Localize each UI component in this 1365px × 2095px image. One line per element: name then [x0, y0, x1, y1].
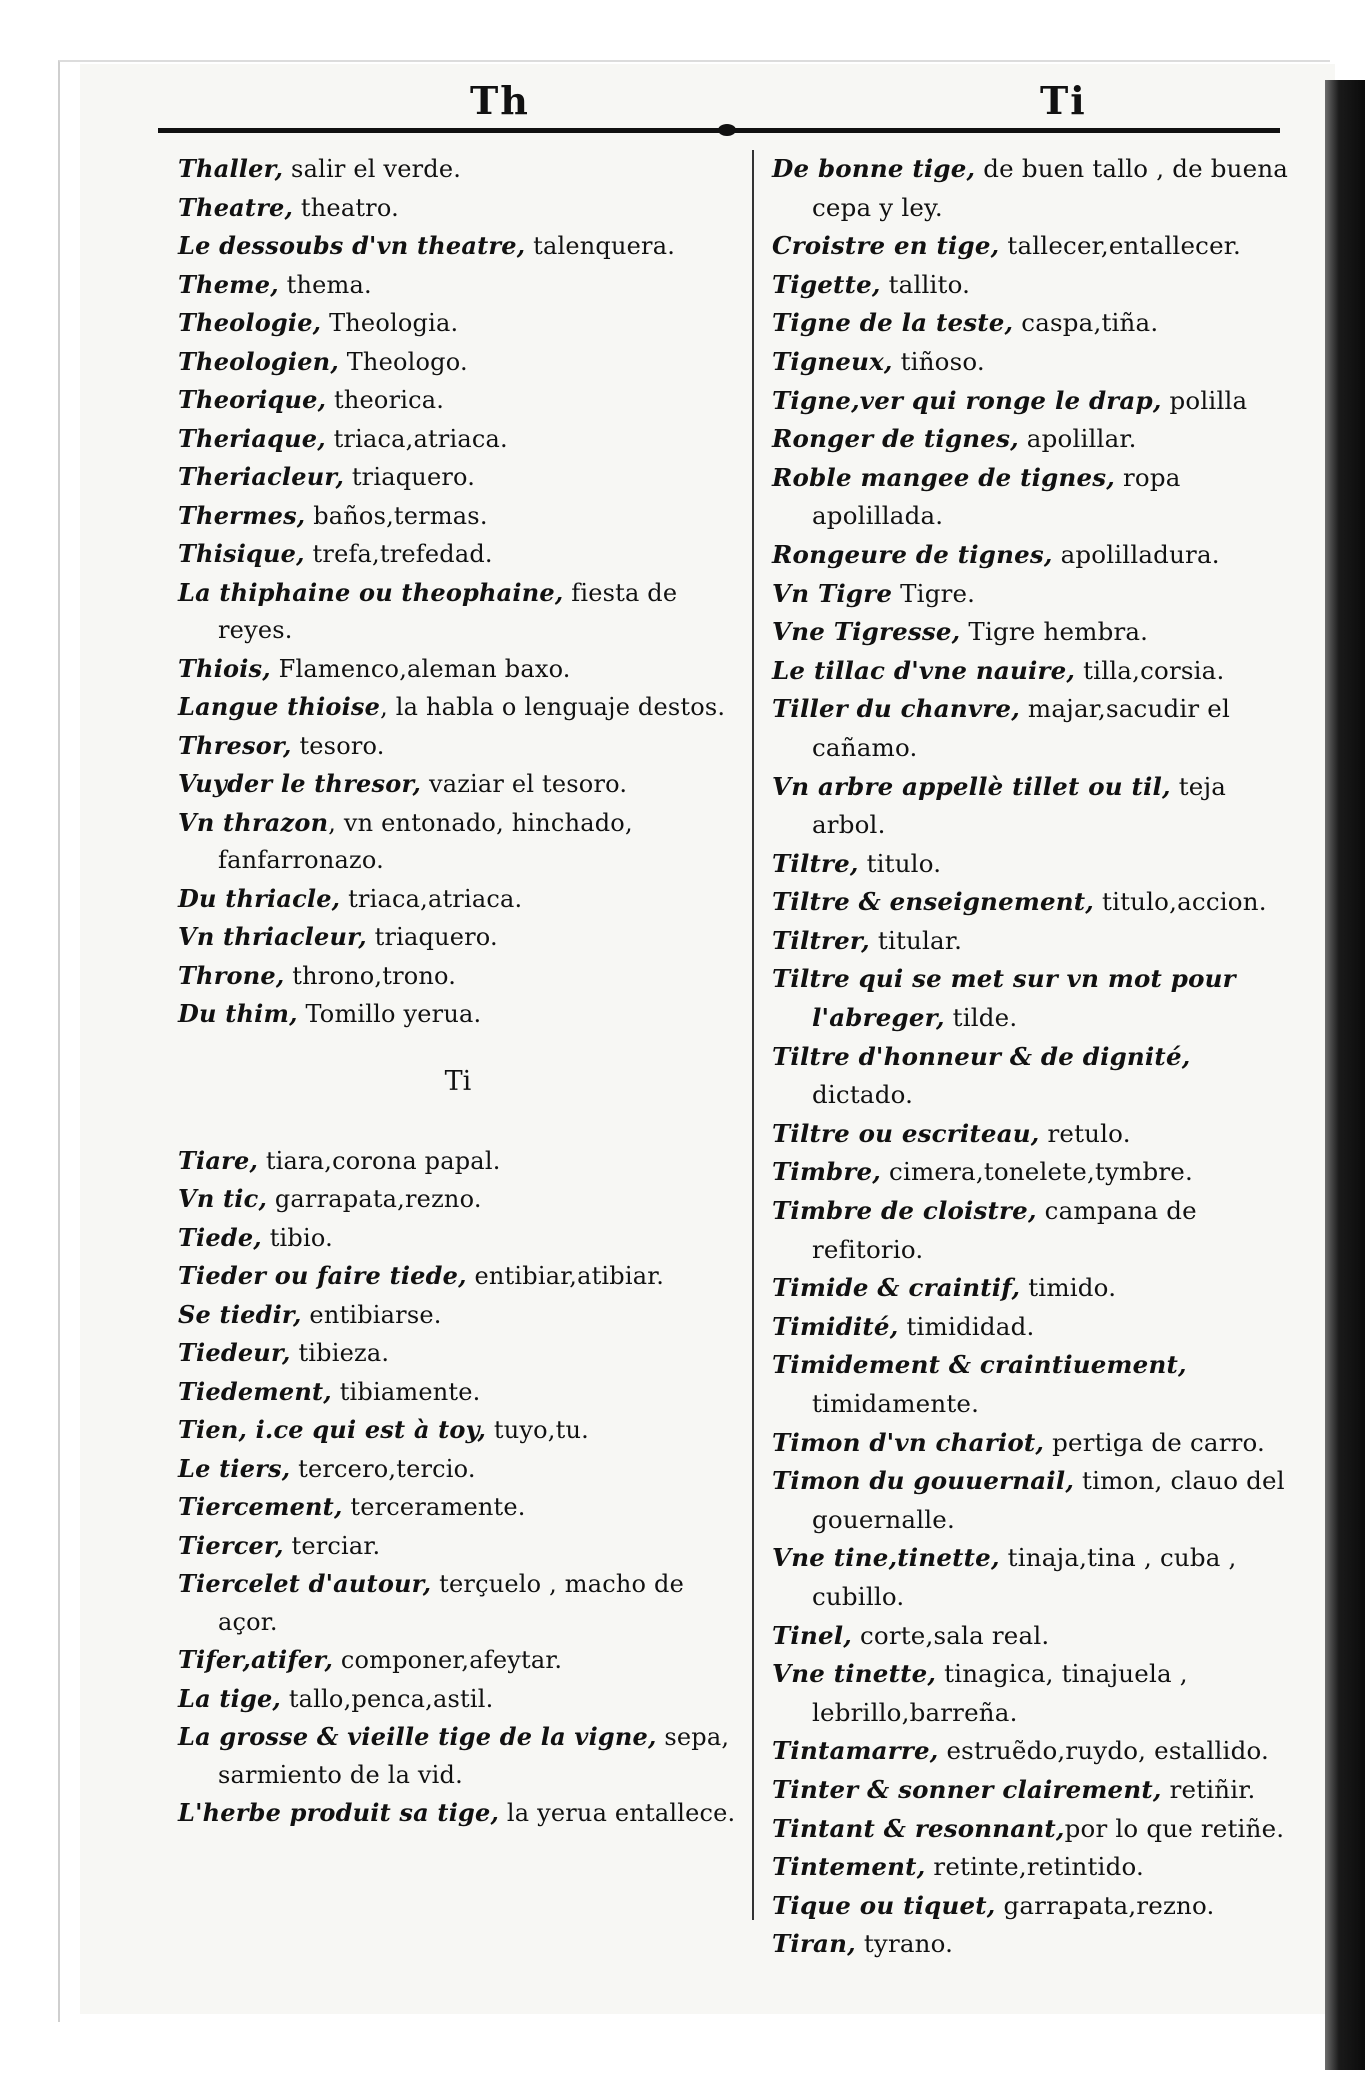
- dictionary-entry: [178, 266, 738, 305]
- entry-translation: triaquero.: [366, 923, 498, 951]
- column-divider: [752, 150, 754, 1920]
- entry-translation: theorica.: [326, 386, 445, 414]
- entry-headword: Thermes,: [178, 500, 306, 530]
- dictionary-entry: [178, 1794, 738, 1833]
- entry-headword: De bonne tige,: [772, 154, 976, 183]
- entry-translation: , vn entonado, hinchado, fanfarronazo.: [218, 808, 633, 874]
- entry-headword: Theriacleur,: [178, 462, 344, 491]
- entry-translation: Tigre.: [892, 578, 976, 608]
- entry-translation: tinagica, tinajuela , lebrillo,barreña.: [812, 1659, 1188, 1727]
- entry-translation: tercero,tercio.: [290, 1454, 476, 1483]
- entry-headword: La grosse & vieille tige de la vigne,: [178, 1722, 657, 1751]
- running-head-right: Ti: [1040, 78, 1087, 123]
- dictionary-entry: [178, 727, 738, 766]
- entry-translation: baños,termas.: [305, 501, 488, 530]
- dictionary-entry: [178, 1641, 738, 1680]
- entry-translation: teja arbol.: [812, 771, 1227, 840]
- entry-translation: tibieza.: [290, 1339, 390, 1367]
- dictionary-entry: [772, 922, 1292, 961]
- dictionary-entry: [178, 650, 738, 689]
- entry-headword: Tique ou tiquet,: [772, 1890, 996, 1920]
- entry-headword: Tiede,: [178, 1222, 262, 1252]
- dictionary-entry: [772, 382, 1292, 421]
- header-rule: [158, 128, 1280, 133]
- entry-headword: Tintamarre,: [772, 1736, 939, 1766]
- entry-headword: Vn tic,: [178, 1184, 267, 1213]
- dictionary-entry: [178, 1219, 738, 1258]
- entry-translation: caspa,tiña.: [1013, 308, 1159, 338]
- entry-headword: Theatre,: [178, 192, 294, 222]
- entry-headword: Tiltrer,: [772, 925, 870, 955]
- entry-headword: Timidité,: [772, 1311, 899, 1341]
- entry-translation: dictado.: [812, 1080, 914, 1110]
- dictionary-entry: [772, 1848, 1292, 1887]
- dictionary-entry: [772, 845, 1292, 884]
- dictionary-entry: [178, 1488, 738, 1527]
- entry-headword: Tiercement,: [178, 1492, 343, 1521]
- entry-translation: campana de refitorio.: [812, 1196, 1197, 1264]
- entry-headword: Tiedeur,: [178, 1338, 291, 1367]
- entry-headword: Tiedement,: [178, 1376, 332, 1406]
- entry-translation: terciar.: [283, 1531, 381, 1560]
- entry-headword: Tien, i.ce qui est à toy,: [178, 1415, 487, 1444]
- entry-translation: titulo.: [858, 848, 942, 878]
- entry-headword: Throne,: [178, 960, 285, 990]
- entry-headword: Ronger de tignes,: [772, 424, 1019, 454]
- entry-headword: Tinter & sonner clairement,: [772, 1774, 1162, 1804]
- entry-headword: Le tillac d'vne nauire,: [772, 655, 1076, 685]
- left-column: [178, 150, 738, 1833]
- dictionary-entry: [178, 343, 738, 382]
- entry-translation: entibiar,atibiar.: [466, 1262, 665, 1290]
- entry-translation: Tigre hembra.: [960, 617, 1149, 647]
- entry-translation: tibio.: [261, 1223, 333, 1252]
- dictionary-entry: [772, 266, 1292, 305]
- dictionary-entry: [772, 227, 1292, 266]
- entry-headword: Vne tine,tinette,: [772, 1543, 1000, 1573]
- entry-headword: Theriaque,: [178, 423, 326, 453]
- dictionary-entry: [772, 652, 1292, 691]
- book-spine-shadow: [1325, 80, 1365, 2070]
- dictionary-entry: [178, 535, 738, 574]
- entry-translation: vaziar el tesoro.: [421, 770, 628, 798]
- entry-headword: Vne Tigresse,: [772, 617, 961, 647]
- dictionary-entry: [178, 1565, 738, 1641]
- entry-translation: Tomillo yerua.: [297, 1000, 482, 1028]
- entry-headword: La thiphaine ou theophaine,: [178, 577, 564, 607]
- entry-translation: tallecer,entallecer.: [999, 231, 1241, 261]
- entry-translation: pertiga de carro.: [1044, 1427, 1266, 1457]
- entry-translation: apolilladura.: [1052, 539, 1220, 569]
- entry-translation: tallo,penca,astil.: [281, 1684, 494, 1713]
- entry-translation: la yerua entallece.: [499, 1799, 736, 1827]
- entry-headword: Tiltre,: [772, 848, 859, 878]
- entry-translation: tinaja,tina , cuba , cubillo.: [812, 1543, 1237, 1611]
- entry-headword: Tifer,atifer,: [178, 1645, 334, 1674]
- entry-headword: Timide & craintif,: [772, 1273, 1021, 1303]
- dictionary-entry: [772, 1617, 1292, 1656]
- entry-translation: por lo que retiñe.: [1064, 1813, 1285, 1843]
- dictionary-entry: [772, 690, 1292, 767]
- dictionary-entry: [772, 459, 1292, 536]
- entry-headword: Du thim,: [178, 999, 298, 1028]
- entry-translation: majar,sacudir el cañamo.: [812, 694, 1231, 762]
- dictionary-entry: [178, 150, 738, 189]
- entry-translation: trefa,trefedad.: [304, 540, 493, 568]
- entry-translation: Theologia.: [321, 309, 459, 337]
- entry-translation: terceramente.: [342, 1493, 526, 1521]
- entry-headword: Tiltre qui se met sur vn mot pour l'abreger,: [772, 964, 1236, 1033]
- dictionary-entry: [178, 1257, 738, 1296]
- entry-translation: ropa apolillada.: [812, 462, 1181, 531]
- dictionary-entry: [772, 1269, 1292, 1308]
- entry-translation: Flamenco,aleman baxo.: [270, 654, 571, 683]
- entry-translation: retiñir.: [1161, 1774, 1256, 1804]
- entry-headword: Timbre de cloistre,: [772, 1196, 1037, 1226]
- dictionary-entry: [772, 150, 1292, 227]
- dictionary-entry: [178, 1296, 738, 1335]
- entry-headword: Rongeure de tignes,: [772, 539, 1053, 569]
- entry-headword: Tintement,: [772, 1852, 926, 1882]
- dictionary-entry: [772, 420, 1292, 459]
- dictionary-entry: [772, 1810, 1292, 1849]
- entry-headword: Croistre en tige,: [772, 231, 1000, 261]
- entry-translation: componer,afeytar.: [333, 1646, 563, 1674]
- entry-translation: , la habla o lenguaje destos.: [380, 693, 726, 721]
- entry-headword: Tiercer,: [178, 1530, 284, 1560]
- entry-translation: corte,sala real.: [851, 1620, 1050, 1650]
- dictionary-entry: [772, 575, 1292, 614]
- entry-translation: garrapata,rezno.: [267, 1185, 482, 1213]
- entry-headword: Tigette,: [772, 269, 881, 299]
- entry-translation: tibiamente.: [331, 1377, 481, 1406]
- entry-headword: Tintant & resonnant,: [772, 1813, 1065, 1843]
- dictionary-entry: [178, 1142, 738, 1181]
- entry-translation: tiara,corona papal.: [258, 1146, 501, 1175]
- entry-translation: terçuelo , macho de açor.: [218, 1570, 684, 1636]
- entry-translation: tesoro.: [291, 731, 385, 760]
- entry-headword: L'herbe produit sa tige,: [178, 1798, 500, 1827]
- dictionary-entry: [178, 918, 738, 957]
- entry-translation: timon, clauo del gouernalle.: [812, 1466, 1285, 1534]
- entry-headword: Tigne,ver qui ronge le drap,: [772, 385, 1162, 415]
- entry-translation: timido.: [1020, 1273, 1117, 1303]
- entry-translation: polilla: [1161, 385, 1248, 415]
- dictionary-entry: [178, 1680, 738, 1719]
- entry-translation: Theologo.: [338, 347, 468, 376]
- entry-headword: Tieder ou faire tiede,: [178, 1261, 467, 1290]
- entry-headword: Langue thioise: [178, 692, 381, 721]
- dictionary-entry: [772, 613, 1292, 652]
- ti-entries: [178, 1142, 738, 1833]
- dictionary-entry: [178, 1527, 738, 1566]
- entry-headword: Vn thriacleur,: [178, 922, 367, 951]
- entry-headword: Tiercelet d'autour,: [178, 1569, 432, 1598]
- dictionary-entry: [178, 574, 738, 650]
- entry-headword: Thaller,: [178, 154, 284, 183]
- dictionary-entry: [772, 1346, 1292, 1423]
- entry-translation: talenquera.: [525, 232, 676, 260]
- dictionary-entry: [178, 381, 738, 420]
- dictionary-entry: [178, 1373, 738, 1412]
- entry-translation: tuyo,tu.: [486, 1416, 589, 1444]
- dictionary-entry: [178, 880, 738, 919]
- entry-headword: Vn arbre appellè tillet ou til,: [772, 771, 1171, 801]
- entry-translation: tallito.: [880, 269, 971, 299]
- entry-headword: Tigne de la teste,: [772, 308, 1014, 338]
- entry-headword: Le tiers,: [178, 1453, 291, 1483]
- dictionary-entry: [772, 1539, 1292, 1616]
- entry-translation: entibiarse.: [301, 1300, 442, 1329]
- entry-translation: thema.: [278, 270, 372, 299]
- dictionary-entry: [178, 688, 738, 727]
- dictionary-entry: [772, 1732, 1292, 1771]
- entry-headword: Roble mangee de tignes,: [772, 462, 1116, 492]
- entry-translation: estruẽdo,ruydo, estallido.: [938, 1736, 1269, 1766]
- dictionary-entry: [772, 343, 1292, 382]
- entry-headword: Du thriacle,: [178, 883, 341, 913]
- dictionary-entry: [772, 304, 1292, 343]
- entry-translation: apolillar.: [1018, 424, 1137, 454]
- entry-translation: retinte,retintido.: [925, 1852, 1144, 1882]
- entry-headword: La tige,: [178, 1683, 281, 1713]
- entry-translation: tilla,corsia.: [1075, 655, 1225, 685]
- dictionary-entry: [178, 957, 738, 996]
- right-entries: [772, 150, 1292, 1964]
- entry-translation: timididad.: [898, 1311, 1035, 1341]
- entry-headword: Timbre,: [772, 1157, 882, 1187]
- dictionary-entry: [772, 1887, 1292, 1926]
- dictionary-entry: [772, 960, 1292, 1037]
- entry-translation: tiñoso.: [892, 346, 985, 376]
- entry-headword: Thiois,: [178, 653, 271, 683]
- entry-translation: triaca,atriaca.: [325, 424, 508, 453]
- running-head-left: Th: [470, 78, 530, 123]
- dictionary-entry: [772, 883, 1292, 922]
- dictionary-entry: [772, 1424, 1292, 1463]
- entry-headword: Tigneux,: [772, 346, 893, 376]
- dictionary-entry: [772, 1655, 1292, 1732]
- entry-headword: Theorique,: [178, 385, 327, 414]
- dictionary-entry: [178, 804, 738, 880]
- dictionary-entry: [772, 1038, 1292, 1115]
- entry-headword: Timon du gouuernail,: [772, 1466, 1075, 1496]
- entry-translation: tilde.: [944, 1003, 1018, 1033]
- entry-headword: Vn thrazon: [178, 807, 329, 837]
- entry-headword: Vuyder le thresor,: [178, 769, 422, 798]
- dictionary-entry: [178, 995, 738, 1034]
- entry-translation: garrapata,rezno.: [995, 1890, 1215, 1920]
- entry-translation: fiesta de reyes.: [218, 578, 678, 644]
- dictionary-entry: [772, 536, 1292, 575]
- right-column: [772, 150, 1292, 1964]
- th-entries: [178, 150, 738, 1034]
- section-heading-ti: Ti: [444, 1065, 472, 1097]
- entry-headword: Vn Tigre: [772, 578, 893, 608]
- entry-translation: tyrano.: [855, 1929, 954, 1959]
- entry-headword: Tinel,: [772, 1620, 852, 1650]
- entry-headword: Se tiedir,: [178, 1299, 302, 1329]
- entry-headword: Tiltre ou escriteau,: [772, 1118, 1040, 1148]
- dictionary-entry: [178, 1411, 738, 1450]
- entry-translation: triaquero.: [344, 463, 476, 491]
- entry-translation: retulo.: [1039, 1118, 1131, 1148]
- entry-headword: Timidement & craintiuement,: [772, 1350, 1187, 1380]
- entry-headword: Le dessoubs d'vn theatre,: [178, 231, 526, 260]
- dictionary-entry: [178, 304, 738, 343]
- dictionary-entry: [178, 1334, 738, 1373]
- entry-headword: Tiltre & enseignement,: [772, 887, 1095, 917]
- entry-headword: Theologie,: [178, 308, 322, 337]
- dictionary-entry: [178, 497, 738, 536]
- dictionary-entry: [178, 1718, 738, 1794]
- entry-translation: titular.: [869, 925, 963, 955]
- entry-headword: Tiran,: [772, 1929, 856, 1959]
- dictionary-entry: [178, 765, 738, 804]
- entry-headword: Thisique,: [178, 539, 305, 568]
- entry-translation: salir el verde.: [283, 155, 462, 183]
- entry-translation: theatro.: [293, 193, 399, 222]
- entry-translation: titulo,accion.: [1094, 887, 1267, 917]
- entry-headword: Theologien,: [178, 346, 339, 376]
- entry-translation: triaca,atriaca.: [340, 884, 523, 913]
- entry-headword: Tiller du chanvre,: [772, 694, 1020, 724]
- dictionary-entry: [772, 1153, 1292, 1192]
- entry-translation: timidamente.: [812, 1389, 980, 1418]
- entry-translation: cimera,tonelete,tymbre.: [881, 1157, 1193, 1187]
- dictionary-entry: [178, 189, 738, 228]
- entry-translation: sepa, sarmiento de la vid.: [218, 1723, 730, 1789]
- entry-headword: Tiare,: [178, 1145, 258, 1175]
- dictionary-entry: [772, 1308, 1292, 1347]
- dictionary-entry: [772, 1771, 1292, 1810]
- dictionary-entry: [772, 1192, 1292, 1269]
- dictionary-entry: [772, 1462, 1292, 1539]
- entry-headword: Timon d'vn chariot,: [772, 1427, 1045, 1457]
- entry-headword: Thresor,: [178, 730, 292, 760]
- entry-headword: Vne tinette,: [772, 1659, 937, 1689]
- entry-headword: Theme,: [178, 269, 279, 299]
- dictionary-entry: [772, 1115, 1292, 1154]
- dictionary-entry: [772, 768, 1292, 845]
- entry-translation: throno,trono.: [284, 961, 457, 990]
- entry-headword: Tiltre d'honneur & de dignité,: [772, 1041, 1191, 1071]
- dictionary-entry: [178, 227, 738, 266]
- dictionary-entry: [772, 1925, 1292, 1964]
- entry-translation: de buen tallo , de buena cepa y ley.: [812, 154, 1289, 222]
- dictionary-entry: [178, 420, 738, 459]
- dictionary-entry: [178, 458, 738, 497]
- dictionary-entry: [178, 1180, 738, 1219]
- dictionary-entry: [178, 1450, 738, 1489]
